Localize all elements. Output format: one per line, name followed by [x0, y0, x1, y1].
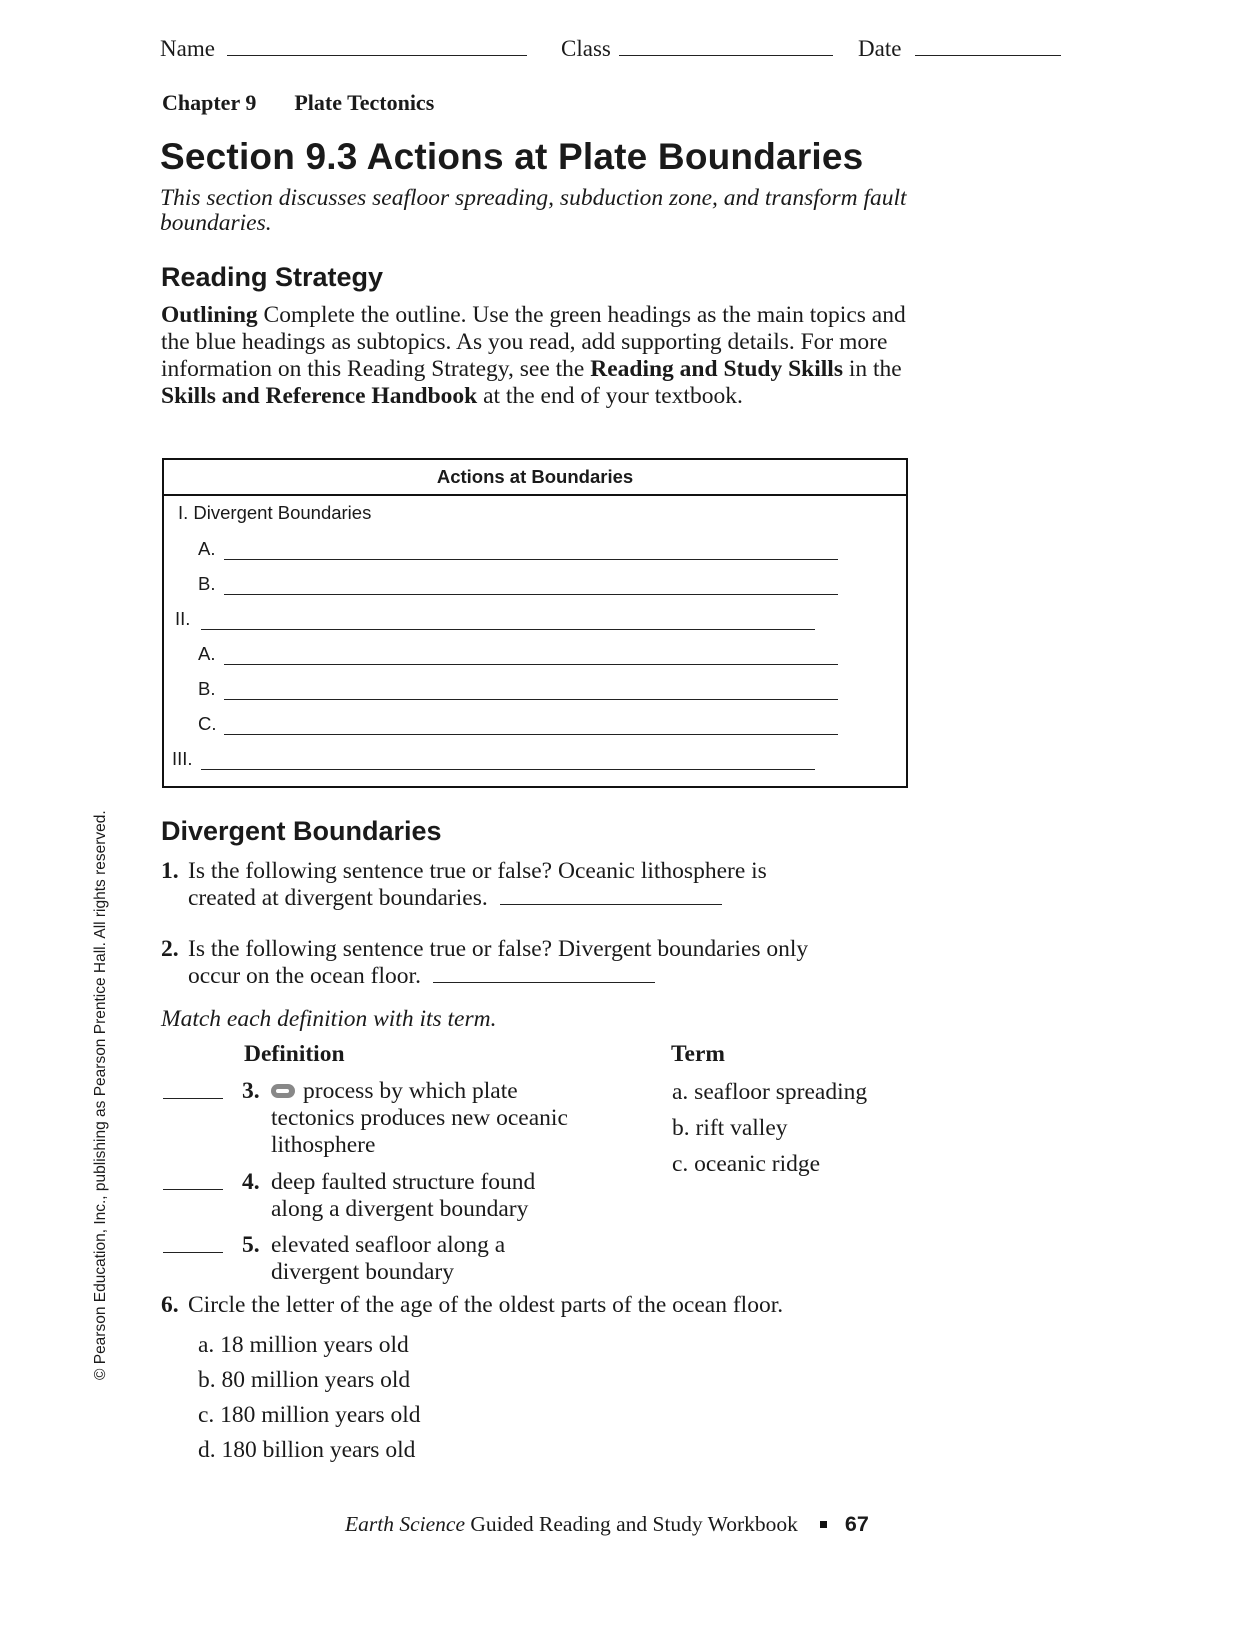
option-b[interactable]: b. 80 million years old: [198, 1367, 411, 1393]
strategy-text-3: at the end of your textbook.: [477, 383, 743, 409]
reading-strategy-text: [161, 302, 921, 410]
divergent-heading: Divergent Boundaries: [161, 816, 442, 846]
outline-row-2a[interactable]: [198, 643, 215, 665]
footer-book-rest: Guided Reading and Study Workbook: [465, 1512, 798, 1536]
strategy-bold-1: Reading and Study Skills: [590, 356, 843, 382]
definition-4: [163, 1169, 623, 1225]
question-number: 6.: [161, 1292, 179, 1318]
outline-label: II.: [175, 608, 191, 629]
outline-label: C.: [198, 713, 217, 734]
question-2: [161, 936, 921, 990]
name-blank[interactable]: [227, 54, 527, 56]
match-blank[interactable]: [163, 1098, 223, 1099]
outline-label: A.: [198, 538, 216, 559]
outline-blank[interactable]: [224, 733, 838, 735]
chapter-title: Plate Tectonics: [294, 90, 435, 115]
match-blank[interactable]: [163, 1189, 223, 1190]
option-a[interactable]: a. 18 million years old: [198, 1332, 409, 1358]
outline-row-1a[interactable]: [198, 538, 215, 560]
outline-row-3[interactable]: [172, 748, 193, 770]
page-number: 67: [844, 1512, 869, 1536]
outline-label: I. Divergent Boundaries: [178, 502, 372, 523]
question-text: Is the following sentence true or false? Divergent boundaries only: [188, 936, 809, 962]
outline-blank[interactable]: [224, 558, 838, 560]
chapter-number: Chapter 9: [162, 90, 257, 115]
question-6: [161, 1292, 921, 1319]
footer-bullet: [820, 1521, 827, 1528]
outline-blank[interactable]: [201, 628, 815, 630]
copyright-notice: © Pearson Education, Inc., publishing as Pearson Prentice Hall. All rights reserved.: [92, 810, 109, 1380]
term-list: [672, 1074, 867, 1182]
outline-label: B.: [198, 573, 216, 594]
definition-text: deep faulted structure found along a divergent boundary: [271, 1169, 536, 1222]
outlining-lead: Outlining: [161, 302, 258, 328]
outline-blank[interactable]: [224, 698, 838, 700]
question-text: created at divergent boundaries.: [188, 885, 488, 911]
class-label: Class: [561, 36, 611, 61]
date-label: Date: [858, 36, 902, 61]
definition-5: [163, 1232, 623, 1288]
question-number: 2.: [161, 936, 179, 962]
strategy-text-1: Complete the outline. Use the green headings as the main topics and the blue headings as subtopics. As you read, add supporting details. For more information on this Reading Strategy, see the: [161, 302, 906, 382]
outline-blank[interactable]: [224, 593, 838, 595]
outline-box: [162, 458, 908, 788]
name-label: Name: [160, 36, 215, 61]
definition-number: 5.: [242, 1232, 260, 1258]
question-text: Is the following sentence true or false? Oceanic lithosphere is: [188, 858, 767, 884]
question-text: Circle the letter of the age of the oldest parts of the ocean floor.: [188, 1292, 784, 1318]
outline-row-1b[interactable]: [198, 573, 215, 595]
date-field[interactable]: [858, 36, 1061, 62]
outline-label: B.: [198, 678, 216, 699]
date-blank[interactable]: [915, 54, 1061, 56]
definition-text: process by which plate tectonics produces new oceanic lithosphere: [271, 1078, 568, 1158]
outline-row-2[interactable]: [175, 608, 190, 630]
section-intro: This section discusses seafloor spreading, subduction zone, and transform fault boundaries.: [160, 185, 907, 236]
chapter-heading: [162, 90, 434, 116]
term-item: a. seafloor spreading: [672, 1079, 868, 1105]
footer: [345, 1512, 869, 1537]
outline-row-2b[interactable]: [198, 678, 215, 700]
option-d[interactable]: d. 180 billion years old: [198, 1437, 416, 1463]
match-instruction: Match each definition with its term.: [161, 1006, 497, 1032]
option-c[interactable]: c. 180 million years old: [198, 1402, 421, 1428]
footer-book-italic: Earth Science: [345, 1512, 465, 1536]
section-title: Section 9.3 Actions at Plate Boundaries: [160, 136, 864, 177]
definition-number: 4.: [242, 1169, 260, 1195]
outline-label: A.: [198, 643, 216, 664]
outline-row-1: [178, 502, 371, 524]
go-online-icon: [271, 1084, 295, 1098]
definition-number: 3.: [242, 1078, 260, 1104]
name-field[interactable]: [160, 36, 527, 62]
answer-blank[interactable]: [500, 903, 722, 905]
definition-3: [163, 1078, 623, 1162]
outline-blank[interactable]: [201, 768, 815, 770]
class-blank[interactable]: [619, 54, 833, 56]
class-field[interactable]: [561, 36, 833, 62]
term-item: c. oceanic ridge: [672, 1151, 821, 1177]
definition-text: elevated seafloor along a divergent boundary: [271, 1232, 506, 1285]
reading-strategy-heading: Reading Strategy: [161, 262, 384, 292]
answer-blank[interactable]: [433, 981, 655, 983]
outline-title: Actions at Boundaries: [164, 460, 906, 496]
question-1: [161, 858, 921, 912]
outline-row-2c[interactable]: [198, 713, 217, 735]
outline-blank[interactable]: [224, 663, 838, 665]
definition-header: Definition: [244, 1041, 345, 1067]
strategy-text-2: in the: [842, 356, 902, 382]
term-header: Term: [671, 1041, 725, 1067]
match-blank[interactable]: [163, 1252, 223, 1253]
question-text: occur on the ocean floor.: [188, 963, 421, 989]
term-item: b. rift valley: [672, 1115, 788, 1141]
question-number: 1.: [161, 858, 179, 884]
strategy-bold-2: Skills and Reference Handbook: [161, 383, 478, 409]
outline-label: III.: [172, 748, 193, 769]
